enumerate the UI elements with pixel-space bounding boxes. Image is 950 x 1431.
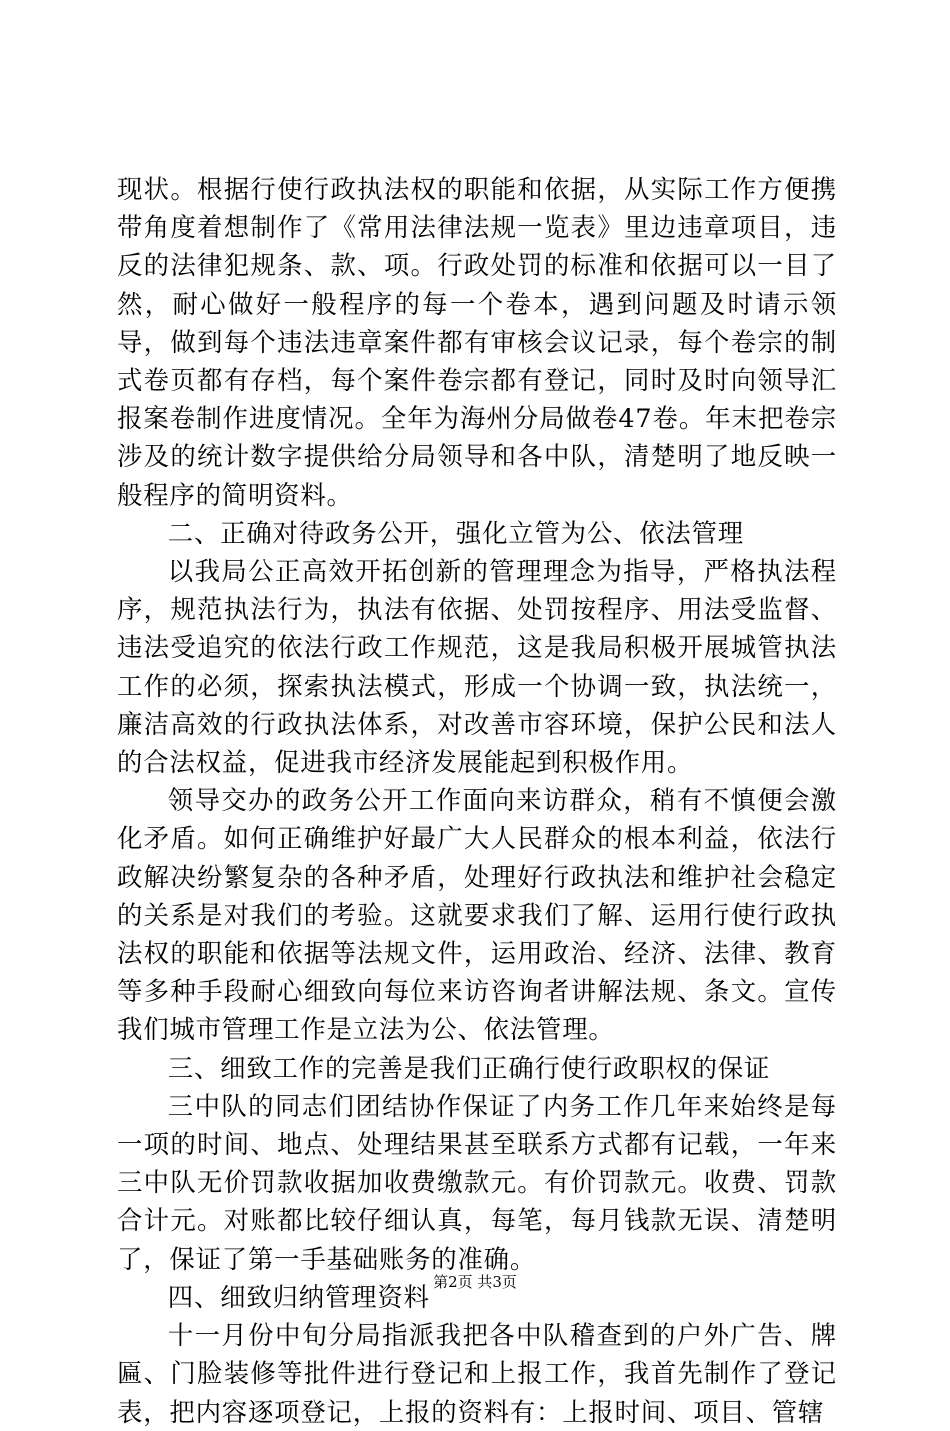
section-heading-3: 三、细致工作的完善是我们正确行使行政职权的保证 — [167, 1052, 771, 1083]
body-paragraph: 领导交办的政务公开工作面向来访群众，稍有不慎便会激化矛盾。如何正确维护好最广大人民群众的根本利益，依法行政解决纷繁复杂的各种矛盾，处理好行政执法和维护社会稳定的关系是对我们的考验。这就要求我们了解、运用行使行政执法权的职能和依据等法规文件，运用政治、经济、法律、教育等多种手段耐心细致向每位来访咨询者讲解法规、条文。宣传我们城市管理工作是立法为公、依法管理。 — [117, 785, 837, 1045]
page-footer: 第2页 共3页 — [433, 1273, 517, 1291]
body-paragraph: 以我局公正高效开拓创新的管理理念为指导，严格执法程序，规范执法行为，执法有依据、处罚按程序、用法受监督、违法受追究的依法行政工作规范，这是我局积极开展城管执法工作的必须，探索执法模式，形成一个协调一致，执法统一，廉洁高效的行政执法体系，对改善市容环境，保护公民和法人的合法权益，促进我市经济发展能起到积极作用。 — [117, 556, 837, 778]
section-heading-4: 四、细致归纳管理资料 — [167, 1281, 430, 1312]
body-paragraph: 十一月份中旬分局指派我把各中队稽查到的户外广告、牌匾、门脸装修等批件进行登记和上报工作，我首先制作了登记表，把内容逐项登记，上报的资料有：上报时间、项目、管辖 — [117, 1320, 837, 1427]
document-body — [117, 170, 837, 1431]
body-paragraph: 现状。根据行使行政执法权的职能和依据，从实际工作方便携带角度着想制作了《常用法律法规一览表》里边违章项目，违反的法律犯规条、款、项。行政处罚的标准和依据可以一目了然，耐心做好一般程序的每一个卷本，遇到问题及时请示领导，做到每个违法违章案件都有审核会议记录，每个卷宗的制式卷页都有存档，每个案件卷宗都有登记，同时及时向领导汇报案卷制作进度情况。全年为海州分局做卷47卷。年末把卷宗涉及的统计数字提供给分局领导和各中队，清楚明了地反映一般程序的简明资料。 — [117, 174, 837, 510]
section-heading-2: 二、正确对待政务公开，强化立管为公、依法管理 — [167, 517, 744, 548]
body-paragraph: 三中队的同志们团结协作保证了内务工作几年来始终是每一项的时间、地点、处理结果甚至联系方式都有记载，一年来三中队无价罚款收据加收费缴款元。有价罚款元。收费、罚款合计元。对账都比较仔细认真，每笔，每月钱款无误、清楚明了，保证了第一手基础账务的准确。 — [117, 1090, 837, 1274]
